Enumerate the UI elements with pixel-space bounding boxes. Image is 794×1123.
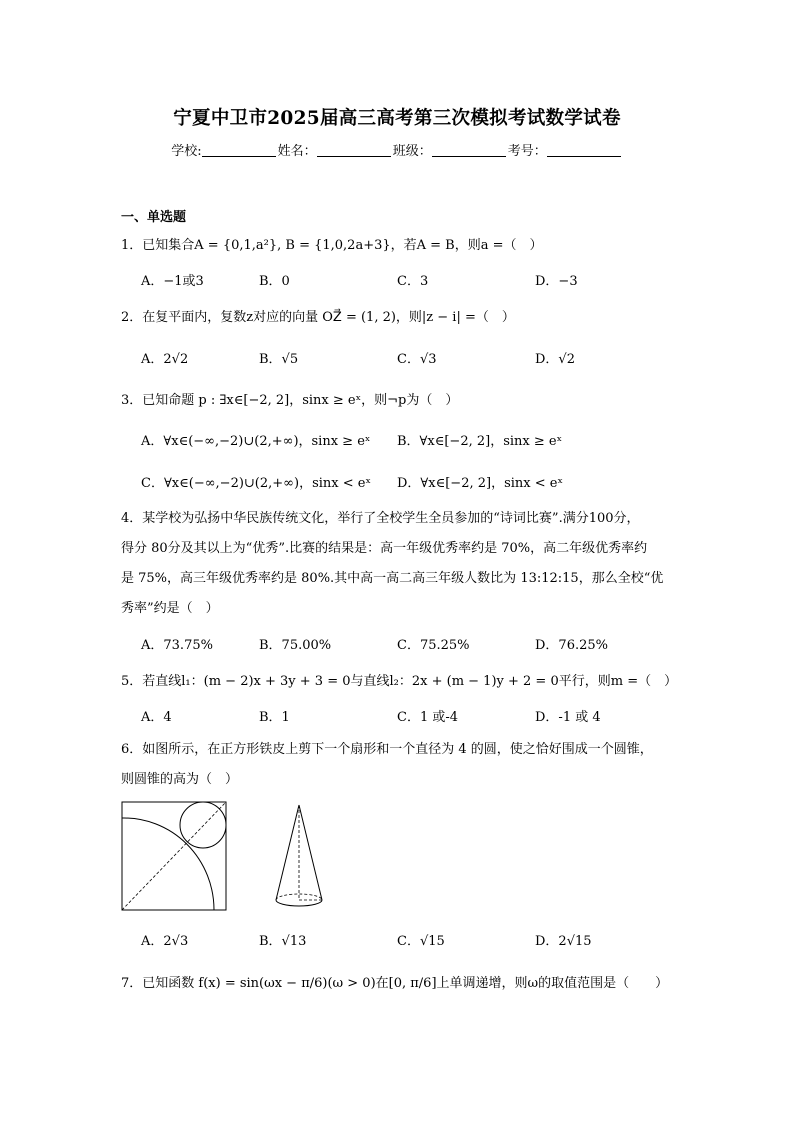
school-label: 学校: [171, 144, 202, 159]
class-blank [432, 143, 506, 157]
q6-option-a: A．2√3 [141, 934, 189, 949]
q1-option-a: A．−1或3 [141, 274, 204, 289]
diagonal-line [122, 802, 226, 910]
name-blank [317, 143, 391, 157]
sector-arc [122, 818, 214, 910]
question-5-stem: 5．若直线l₁：(m − 2)x + 3y + 3 = 0与直线l₂：2x + (m − 1)y + 2 = 0平行，则m =（ ） [121, 674, 678, 689]
q1-option-d: D．−3 [535, 274, 578, 289]
name-label: 姓名： [277, 144, 317, 159]
q3-option-b: B．∀x∈[−2, 2]，sinx ≥ eˣ [397, 434, 563, 449]
question-4-line-1: 4．某学校为弘扬中华民族传统文化，举行了全校学生全员参加的“诗词比赛”.满分100分， [121, 511, 640, 526]
q2-option-a: A．2√2 [141, 352, 189, 367]
q5-option-b: B．1 [259, 710, 290, 725]
q4-option-c: C．75.25% [397, 638, 470, 653]
q2-option-d: D．√2 [535, 352, 575, 367]
q1-option-c: C．3 [397, 274, 429, 289]
q5-option-a: A．4 [141, 710, 172, 725]
q5-option-d: D．-1 或 4 [535, 710, 601, 725]
q4-option-b: B．75.00% [259, 638, 332, 653]
question-6-line-2: 则圆锥的高为（ ） [121, 772, 239, 787]
q2-option-b: B．√5 [259, 352, 299, 367]
q6-option-d: D．2√15 [535, 934, 592, 949]
q5-option-c: C．1 或-4 [397, 710, 459, 725]
question-3-stem: 3．已知命题 p : ∃x∈[−2, 2]，sinx ≥ eˣ，则¬p为（ ） [121, 393, 459, 408]
student-info-row [0, 140, 794, 159]
q4-option-d: D．76.25% [535, 638, 608, 653]
q1-option-b: B．0 [259, 274, 290, 289]
question-6-line-1: 6．如图所示，在正方形铁皮上剪下一个扇形和一个直径为 4 的圆，使之恰好围成一个圆锥， [121, 742, 653, 757]
q6-option-c: C．√15 [397, 934, 445, 949]
q3-option-d: D．∀x∈[−2, 2]，sinx < eˣ [397, 476, 563, 491]
q4-option-a: A．73.75% [141, 638, 213, 653]
question-4-line-3: 是 75%，高三年级优秀率约是 80%.其中高一高二高三年级人数比为 13:12:15，那么全校“优 [121, 571, 664, 586]
question-4-line-4: 秀率”约是（ ） [121, 601, 219, 616]
question-2-stem: 2．在复平面内，复数z对应的向量 OZ⃗ = (1, 2)，则|z − i| =（ ） [121, 310, 515, 325]
cone-figure [274, 803, 324, 911]
question-1-stem: 1．已知集合A = {0,1,a²}, B = {1,0,2a+3}，若A = B，则a =（ ） [121, 238, 543, 253]
question-4-line-2: 得分 80分及其以上为“优秀”.比赛的结果是：高一年级优秀率约是 70%，高二年级优秀率约 [121, 541, 648, 556]
question-7-stem: 7．已知函数 f(x) = sin(ωx − π/6)(ω > 0)在[0, π/6]上单调递增，则ω的取值范围是（ ） [121, 976, 669, 991]
q2-option-c: C．√3 [397, 352, 437, 367]
square-sheet-figure [121, 801, 227, 911]
section-heading: 一、单选题 [121, 210, 187, 225]
class-label: 班级： [392, 144, 432, 159]
exam-title: 宁夏中卫市2025届高三高考第三次模拟考试数学试卷 [173, 108, 621, 129]
school-blank [202, 143, 276, 157]
number-blank [547, 143, 621, 157]
q3-option-a: A．∀x∈(−∞,−2)∪(2,+∞)，sinx ≥ eˣ [141, 434, 371, 449]
number-label: 考号： [507, 144, 547, 159]
q6-option-b: B．√13 [259, 934, 307, 949]
q3-option-c: C．∀x∈(−∞,−2)∪(2,+∞)，sinx < eˣ [141, 476, 371, 491]
